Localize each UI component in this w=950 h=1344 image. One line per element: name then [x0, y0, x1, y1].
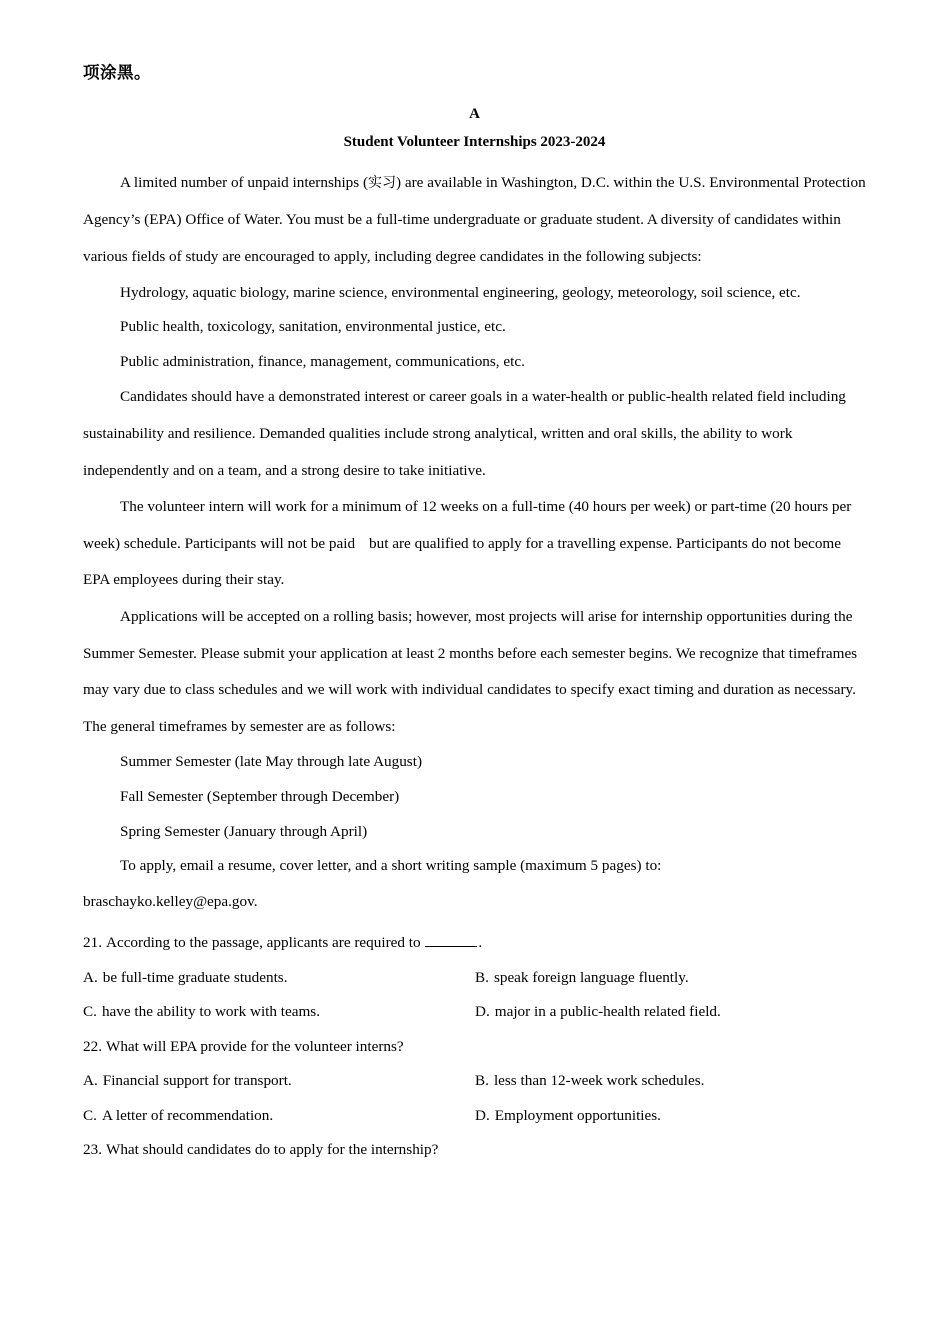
questions-section: [83, 926, 866, 1168]
intern-text-part1: The volunteer intern will work for a minimum of 12 weeks on a full-time (40 hours per week) or part-time (20 hours per week) schedule. Participants will not be paid: [83, 498, 852, 552]
apply-instruction: To apply, email a resume, cover letter, and a short writing sample (maximum 5 pages) to:: [120, 857, 662, 875]
question-21-stem-end: .: [478, 934, 483, 952]
intro-chinese-gloss: 实习: [368, 175, 397, 192]
option-21-C-letter: C.: [83, 1003, 97, 1021]
option-21-C-text: have the ability to work with teams.: [101, 1003, 320, 1021]
question-22: [83, 1030, 866, 1065]
question-21-options-row-2: [83, 995, 866, 1030]
option-22-B-text: less than 12-week work schedules.: [493, 1072, 705, 1090]
semester-summer: Summer Semester (late May through late August): [120, 753, 422, 771]
question-23-number: 23.: [83, 1141, 102, 1159]
question-22-stem: What will EPA provide for the volunteer interns?: [105, 1037, 404, 1055]
option-21-D-text: major in a public-health related field.: [494, 1003, 721, 1021]
option-21-D-letter: D.: [475, 1003, 490, 1021]
question-21: [83, 926, 866, 961]
question-22-options-row-2: [83, 1099, 866, 1134]
option-21-D[interactable]: [475, 995, 867, 1030]
option-22-B-letter: B.: [475, 1072, 489, 1090]
option-22-C[interactable]: [83, 1099, 475, 1134]
option-21-B[interactable]: [475, 961, 867, 996]
option-21-C[interactable]: [83, 995, 475, 1030]
option-21-A[interactable]: [83, 961, 475, 996]
option-21-A-letter: A.: [83, 968, 98, 986]
option-22-D[interactable]: [475, 1099, 867, 1134]
chinese-instruction-note: 项涂黑。: [83, 63, 151, 82]
option-22-A-letter: A.: [83, 1072, 98, 1090]
semester-fall: Fall Semester (September through December): [120, 787, 400, 805]
passage-title: Student Volunteer Internships 2023-2024: [343, 134, 606, 151]
paragraph-intern-schedule: [83, 489, 866, 599]
option-21-B-text: speak foreign language fluently.: [493, 968, 689, 986]
option-22-C-text: A letter of recommendation.: [101, 1106, 274, 1124]
semester-spring: Spring Semester (January through April): [120, 822, 368, 840]
intro-text-after: ) are available in Washington, D.C. within the U.S. Environmental Protection Agency’s (EPA) Office of Water. You must be a full-time undergraduate or graduate student. A diversity of candidates within various fields of study are encouraged to apply, including degree candidates in the following subjects:: [83, 174, 866, 265]
option-22-B[interactable]: [475, 1064, 867, 1099]
question-22-number: 22.: [83, 1037, 102, 1055]
option-22-D-text: Employment opportunities.: [494, 1106, 661, 1124]
question-23: [83, 1133, 866, 1168]
paragraph-intro: [83, 165, 866, 275]
intro-text-before: A limited number of unpaid internships (: [120, 174, 369, 192]
option-22-C-letter: C.: [83, 1106, 97, 1124]
document-content: [83, 62, 866, 1168]
subject-line-health: Public health, toxicology, sanitation, environmental justice, etc.: [120, 318, 506, 336]
subject-line-sciences: Hydrology, aquatic biology, marine science, environmental engineering, geology, meteorology, soil science, etc.: [120, 284, 801, 302]
option-22-A-text: Financial support for transport.: [102, 1072, 292, 1090]
option-22-D-letter: D.: [475, 1106, 490, 1124]
question-21-options-row-1: [83, 961, 866, 996]
question-21-number: 21.: [83, 934, 102, 952]
question-22-options-row-1: [83, 1064, 866, 1099]
option-21-A-text: be full-time graduate students.: [102, 968, 288, 986]
answer-blank[interactable]: [425, 933, 477, 947]
question-23-stem: What should candidates do to apply for the internship?: [105, 1141, 439, 1159]
question-21-stem: According to the passage, applicants are required to: [105, 934, 421, 952]
section-letter: A: [469, 106, 480, 123]
option-21-B-letter: B.: [475, 968, 489, 986]
paragraph-applications: Applications will be accepted on a rolling basis; however, most projects will arise for internship opportunities during the Summer Semester. Please submit your application at least 2 months before each semester begins. We recognize that timeframes may vary due to class schedules and we will work with individual candidates to specify exact timing and duration as necessary. The general timeframes by semester are as follows:: [83, 607, 858, 735]
paragraph-candidates: Candidates should have a demonstrated interest or career goals in a water-health or public-health related field including sustainability and resilience. Demanded qualities include strong analytical, written and oral skills, the ability to work independently and on a team, and a strong desire to take initiative.: [83, 388, 846, 479]
option-22-A[interactable]: [83, 1064, 475, 1099]
contact-email: braschayko.kelley@epa.gov.: [83, 892, 258, 910]
intern-text-part2: but are qualified to apply for a travelling expense. Participants do not become EPA employees during their stay.: [83, 534, 841, 589]
subject-line-administration: Public administration, finance, management, communications, etc.: [120, 352, 525, 370]
